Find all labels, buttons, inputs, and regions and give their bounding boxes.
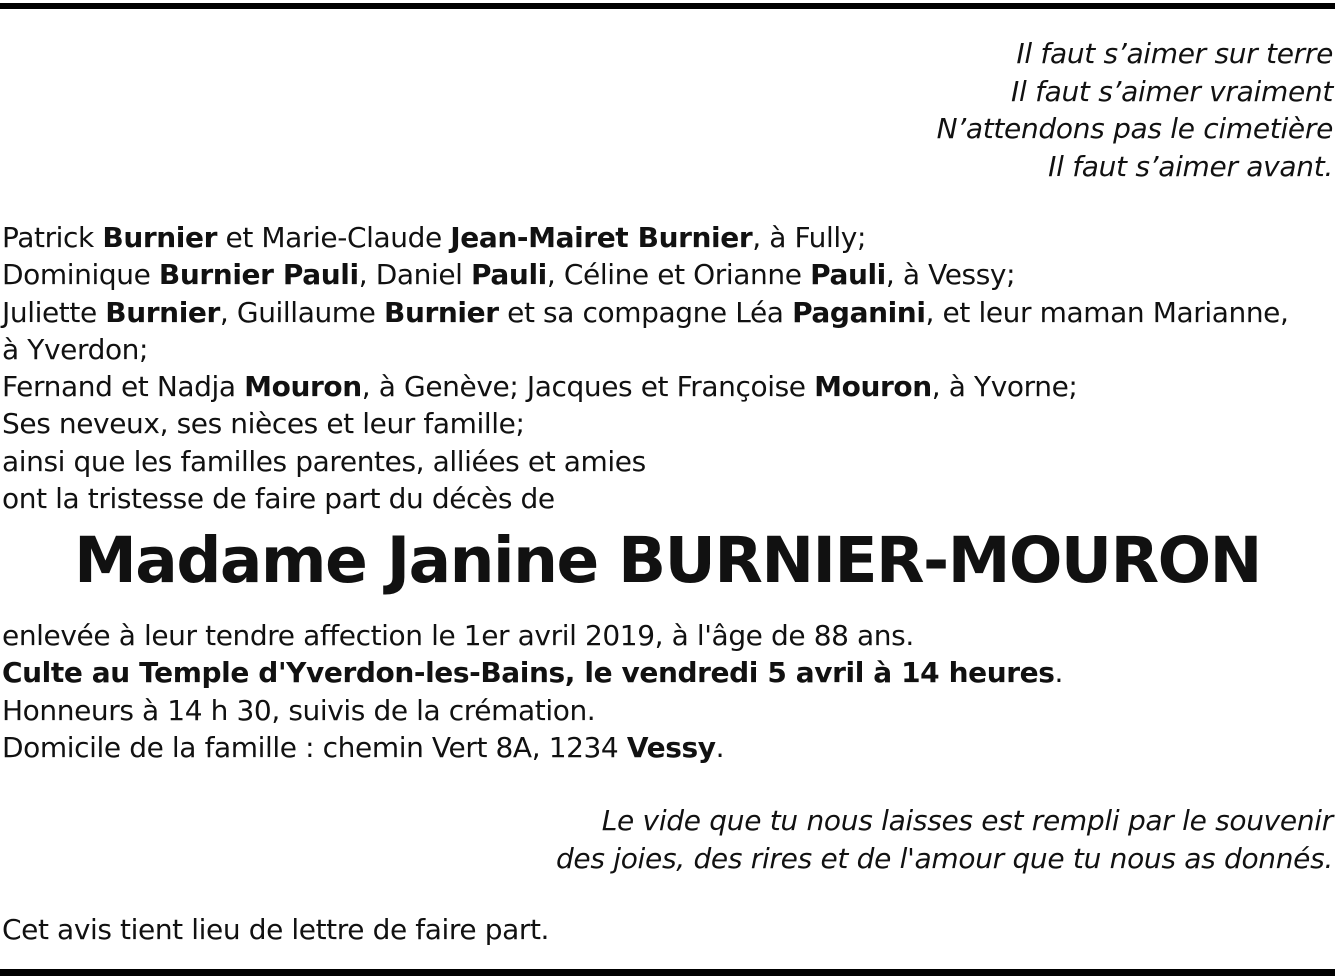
text-segment: ainsi que les familles parentes, alliées et amies (2, 444, 646, 478)
bold-name: Burnier Pauli (158, 258, 359, 292)
bottom-border-rule (0, 969, 1335, 976)
text-segment: , à Genève; Jacques et Françoise (361, 370, 815, 404)
text-line (2, 654, 1063, 691)
text-segment: , Guillaume (219, 295, 384, 329)
text-segment: Patrick (2, 221, 103, 254)
text-segment: et sa compagne Léa (498, 295, 793, 329)
top-border-rule (0, 3, 1335, 9)
text-line (2, 368, 1289, 405)
text-segment: , à Yvorne; (931, 370, 1078, 404)
bold-name: Mouron (814, 370, 932, 404)
text-segment: Domicile de la famille : chemin Vert 8A, 1234 (2, 730, 627, 764)
text-segment: , Daniel (358, 258, 472, 292)
text-segment: , à Vessy; (885, 258, 1016, 292)
family-list (2, 219, 1289, 517)
poem-line: Il faut s’aimer avant. (1048, 149, 1333, 183)
closing-poem (556, 802, 1333, 877)
bold-name: Burnier (102, 221, 217, 254)
bold-name: Burnier (384, 295, 499, 329)
text-segment: Juliette (2, 295, 106, 329)
poem-line: N’attendons pas le cimetière (936, 112, 1333, 145)
text-segment: ont la tristesse de faire part du décès de (2, 482, 555, 516)
text-line (2, 692, 1063, 729)
deceased-name: Madame Janine BURNIER-MOURON (74, 524, 1261, 597)
text-segment: , et leur maman Marianne, (925, 295, 1289, 329)
text-line (2, 443, 1289, 480)
text-segment: , Céline et Orianne (546, 258, 811, 292)
text-line (2, 617, 1063, 654)
text-line (2, 256, 1289, 293)
poem-line: Il faut s’aimer vraiment (1011, 74, 1333, 108)
bold-name: Burnier (105, 295, 220, 329)
text-segment: enlevée à leur tendre affection le 1er avril 2019, à l'âge de 88 ans. (2, 619, 914, 652)
text-segment: Fernand et Nadja (2, 370, 245, 404)
text-segment: et Marie-Claude (217, 221, 451, 254)
text-segment: , à Fully; (752, 221, 866, 254)
text-line (2, 294, 1289, 331)
poem-line: Le vide que tu nous laisses est rempli par le souvenir (601, 804, 1333, 837)
ceremony-details (2, 617, 1063, 766)
text-line (2, 729, 1063, 766)
poem-line: Il faut s’aimer sur terre (1016, 37, 1333, 70)
bold-name: Vessy (626, 730, 716, 764)
closing-note: Cet avis tient lieu de lettre de faire part. (2, 913, 550, 946)
bold-name: Pauli (810, 258, 886, 292)
text-segment: Honneurs à 14 h 30, suivis de la crémation. (2, 693, 596, 727)
text-segment: Dominique (2, 258, 159, 292)
bold-name: Jean-Mairet Burnier (450, 221, 753, 254)
bold-name: Pauli (471, 258, 547, 292)
text-line (2, 480, 1289, 517)
text-line (2, 331, 1289, 368)
text-segment: . (1054, 656, 1064, 690)
text-segment: à Yverdon; (2, 332, 149, 366)
opening-poem (937, 35, 1333, 185)
bold-name: Paganini (792, 295, 926, 329)
text-segment: . (715, 730, 725, 764)
text-segment: Ses neveux, ses nièces et leur famille; (2, 407, 525, 441)
bold-name: Mouron (244, 370, 362, 404)
text-line (2, 219, 1289, 256)
bold-name: Culte au Temple d'Yverdon-les-Bains, le vendredi 5 avril à 14 heures (2, 656, 1055, 690)
poem-line: des joies, des rires et de l'amour que tu nous as donnés. (555, 841, 1333, 875)
text-line (2, 405, 1289, 442)
